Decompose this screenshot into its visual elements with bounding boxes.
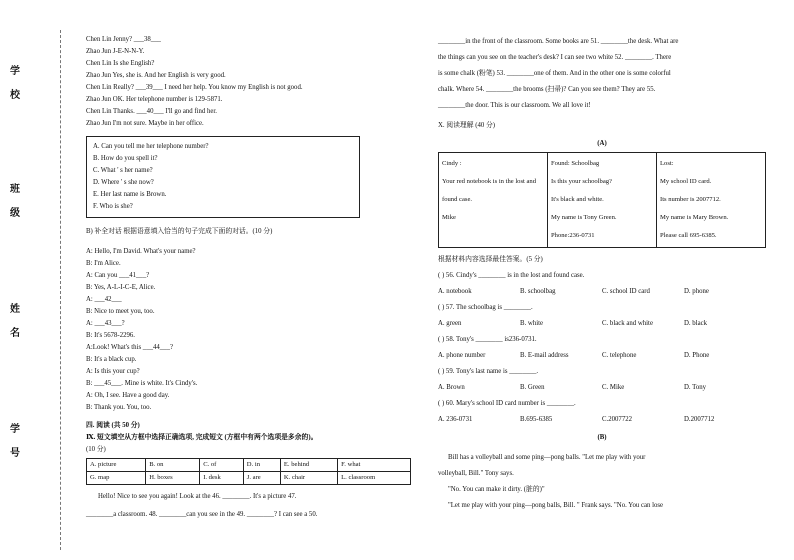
dialog-line: Chen Lin Thanks. ___40___ I'll go and find her.: [86, 108, 217, 115]
dialog-line: A: ___42___: [86, 296, 122, 303]
option-cell: K. chair: [280, 472, 337, 485]
answer-option: B. schoolbag: [520, 288, 556, 295]
questions-instruction: 根据材料内容选择最佳答案。(5 分): [438, 256, 543, 263]
question-58: [438, 334, 766, 362]
option-cell: G. map: [87, 472, 146, 485]
notice-line: My name is Tony Green.: [551, 214, 617, 221]
word-options-table: [86, 458, 411, 485]
option-cell: D. in: [243, 459, 280, 472]
passage-line: Hello! Nice to see you again! Look at the 46. ________. It's a picture 47.: [98, 493, 297, 500]
option-line: C. What ' s her name?: [93, 167, 153, 174]
passage-b-label: (B): [597, 434, 607, 441]
dialog-line: A: ___43___?: [86, 320, 125, 327]
answer-options: [438, 286, 766, 298]
class-label: 班: [10, 184, 20, 195]
answer-option: C. telephone: [602, 352, 637, 359]
binding-line: [60, 30, 61, 550]
passage-line: ________a classroom. 48. ________can you see in the 49. ________? I can see a 50.: [86, 511, 318, 518]
answer-options: [438, 382, 766, 394]
number-label: 学: [10, 424, 20, 435]
dialog-1: [86, 34, 411, 130]
passage-line: is some chalk (粉笔) 53. ________one of them. And in the other one is some colorful: [438, 70, 671, 77]
option-cell: I. desk: [200, 472, 244, 485]
section-b-title: B) 补全对话 根据语意填入恰当的句子完成下面的对话。(10 分): [86, 228, 273, 235]
dialog-line: Zhao Jun J-E-N-N-Y.: [86, 48, 145, 55]
option-cell: A. picture: [87, 459, 146, 472]
dialog-2: [86, 246, 411, 414]
answer-option: B. white: [520, 320, 544, 327]
option-cell: J. are: [243, 472, 280, 485]
option-line: F. Who is she?: [93, 203, 133, 210]
right-column: [438, 0, 766, 514]
class-label-2: 级: [10, 208, 20, 219]
part-4-title: 四. 阅读 (共 50 分): [86, 422, 140, 429]
option-line: D. Where ' s she now?: [93, 179, 154, 186]
passage-a-label: (A): [597, 140, 607, 147]
passage-line: "No. You can make it dirty. (脏的)": [448, 486, 545, 493]
question-stem: ( ) 60. Mary's school ID card number is ________.: [438, 400, 576, 407]
answer-options: [438, 350, 766, 362]
name-label: 姓: [10, 304, 20, 315]
passage-line: "Let me play with your ping—pong balls, Bill. " Frank says. "No. You can lose: [448, 502, 664, 509]
option-cell: H. boxes: [146, 472, 200, 485]
cloze-passage-continued: [438, 34, 766, 114]
dialog-line: A:Look! What's this ___44___?: [86, 344, 173, 351]
passage-line: ________the door. This is our classroom. We all love it!: [438, 102, 591, 109]
school-label-2: 校: [10, 90, 20, 101]
answer-option: A. phone number: [438, 352, 486, 359]
answer-option: B.695-6385: [520, 416, 553, 423]
options-row: [87, 459, 411, 472]
dialog-line: Zhao Jun I'm not sure. Maybe in her office.: [86, 120, 204, 127]
notice-line: Your red notebook is in the lost and found case.: [442, 178, 537, 203]
question-stem: ( ) 59. Tony's last name is ________.: [438, 368, 539, 375]
notice-line: Found: Schoolbag: [551, 160, 600, 167]
notice-line: Mike: [442, 214, 456, 221]
question-stem: ( ) 58. Tony's ________ is236-0731.: [438, 336, 537, 343]
dialog-line: A: Hello, I'm David. What's your name?: [86, 248, 196, 255]
answer-option: A. Brown: [438, 384, 465, 391]
dialog-line: A: Oh, I see. Have a good day.: [86, 392, 170, 399]
question-59: [438, 366, 766, 394]
notices-row: [439, 153, 766, 248]
answer-option: A. green: [438, 320, 462, 327]
answer-option: B. E-mail address: [520, 352, 569, 359]
dialog-line: B: I'm Alice.: [86, 260, 121, 267]
question-60: [438, 398, 766, 426]
notice-line: Cindy :: [442, 160, 462, 167]
passage-b: [438, 450, 766, 514]
question-stem: ( ) 57. The schoolbag is ________.: [438, 304, 533, 311]
answer-options: [438, 414, 766, 426]
answer-option: C. school ID card: [602, 288, 650, 295]
passage-line: volleyball, Bill." Tony says.: [438, 470, 514, 477]
answer-option: B. Green: [520, 384, 545, 391]
dialog-line: Chen Lin Jenny? ___38___: [86, 36, 161, 43]
number-label-2: 号: [10, 448, 20, 459]
answer-option: D.2007712: [684, 416, 715, 423]
notice-line: My school ID card.: [660, 178, 712, 185]
option-cell: F. what: [338, 459, 411, 472]
dialog-line: B: It's 5678-2296.: [86, 332, 135, 339]
notice-found: [548, 153, 657, 248]
dialog-line: Chen Lin Is she English?: [86, 60, 155, 67]
answer-option: C.2007722: [602, 416, 633, 423]
answer-option: A. 236-0731: [438, 416, 473, 423]
dialog-line: B: Nice to meet you, too.: [86, 308, 155, 315]
part-x-title: X. 阅读理解 (40 分): [438, 122, 496, 129]
cloze-passage: [86, 491, 411, 521]
notice-cindy: [439, 153, 548, 248]
notices-table: [438, 152, 766, 248]
answer-options: [438, 318, 766, 330]
dialog-line: Zhao Jun OK. Her telephone number is 129-5871.: [86, 96, 223, 103]
passage-line: the things can you see on the teacher's desk? I can see two white 52. ________. There: [438, 54, 672, 61]
option-cell: E. behind: [280, 459, 337, 472]
answer-option: D. phone: [684, 288, 709, 295]
dialog-line: Zhao Jun Yes, she is. And her English is very good.: [86, 72, 226, 79]
dialog-line: Chen Lin Really? ___39___ I need her help. You know my English is not good.: [86, 84, 303, 91]
dialog-line: A: Can you ___41___?: [86, 272, 150, 279]
part-4-score: (10 分): [86, 446, 106, 453]
option-line: A. Can you tell me her telephone number?: [93, 143, 209, 150]
notice-line: My name is Mary Brown.: [660, 214, 729, 221]
answer-option: D. Phone: [684, 352, 710, 359]
dialog-line: B: It's a black cup.: [86, 356, 137, 363]
dialog-line: A: Is this your cup?: [86, 368, 140, 375]
question-56: [438, 270, 766, 298]
dialog-line: B: Yes, A-L-I-C-E, Alice.: [86, 284, 156, 291]
answer-option: C. Mike: [602, 384, 625, 391]
notice-line: It's black and white.: [551, 196, 604, 203]
question-stem: ( ) 56. Cindy's ________ is in the lost and found case.: [438, 272, 585, 279]
binding-margin: [0, 0, 30, 560]
part-4-instruction: Ⅸ. 短文填空从方框中选择正确选项, 完成短文 (方框中有两个选项是多余的)。: [86, 434, 318, 441]
options-row: [87, 472, 411, 485]
name-label-2: 名: [10, 328, 20, 339]
notice-line: Phone:236-0731: [551, 232, 595, 239]
option-cell: L. classroom: [338, 472, 411, 485]
option-line: B. How do you spell it?: [93, 155, 158, 162]
passage-line: chalk. Where 54. ________the brooms (扫帚)? Can you see them? They are 55.: [438, 86, 656, 93]
dialog-line: B: Thank you. You, too.: [86, 404, 152, 411]
question-57: [438, 302, 766, 330]
notice-lost: [657, 153, 766, 248]
option-line: E. Her last name is Brown.: [93, 191, 167, 198]
notice-line: Please call 695-6385.: [660, 232, 717, 239]
notice-line: Is this your schoolbag?: [551, 178, 612, 185]
notice-line: Its number is 2007712.: [660, 196, 721, 203]
notice-line: Lost:: [660, 160, 674, 167]
option-cell: C. of: [200, 459, 244, 472]
passage-line: Bill has a volleyball and some ping—pong balls. "Let me play with your: [448, 454, 646, 461]
option-cell: B. on: [146, 459, 200, 472]
dialog-line: B: ___45___. Mine is white. It's Cindy's.: [86, 380, 198, 387]
answer-option: C. black and white: [602, 320, 653, 327]
passage-line: ________in the front of the classroom. Some books are 51. ________the desk. What are: [438, 38, 679, 45]
options-box: [86, 136, 360, 218]
answer-option: D. black: [684, 320, 708, 327]
answer-option: D. Tony: [684, 384, 707, 391]
left-column: [86, 0, 411, 521]
answer-option: A. notebook: [438, 288, 472, 295]
school-label: 学: [10, 66, 20, 77]
